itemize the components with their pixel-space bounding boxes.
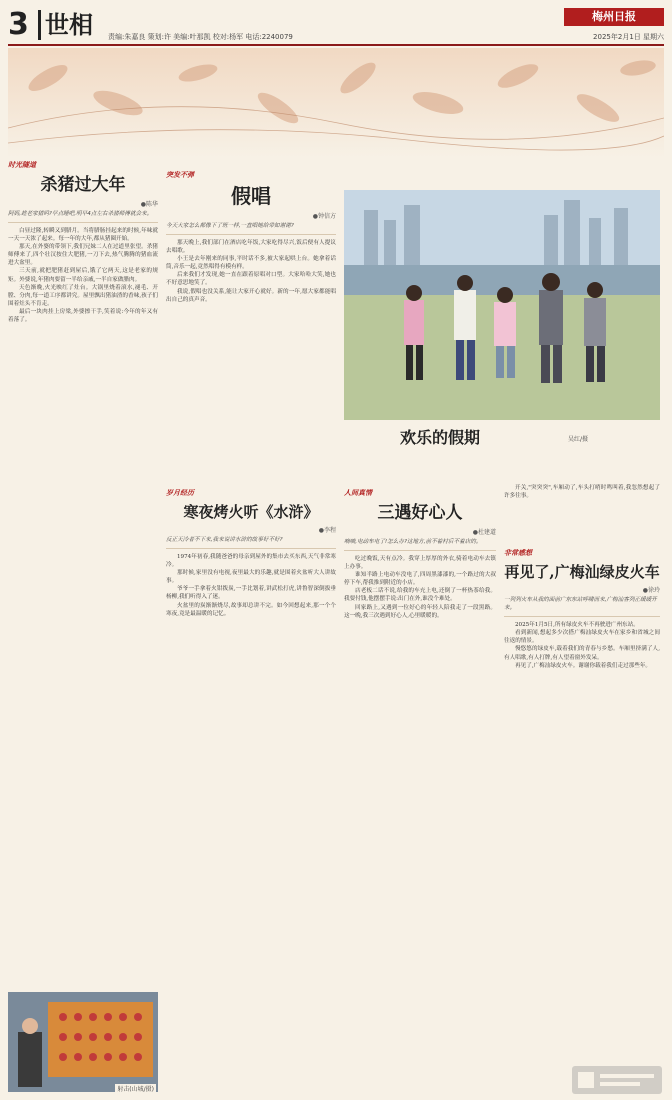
photo-caption: 射击(山城/摄) bbox=[117, 1086, 154, 1092]
article-author: ●杜建道 bbox=[472, 529, 496, 536]
article-train bbox=[504, 480, 660, 1060]
article-author: ●陈华 bbox=[140, 201, 158, 208]
dateline: 2025年2月1日 星期六 bbox=[593, 33, 664, 41]
article-tag: 非常感想 bbox=[504, 549, 532, 558]
shooting-stall-photo bbox=[8, 992, 158, 1092]
paragraph: 三天前,就把肥猪赶到屋后,饿了它两天,这是老家的规矩。外婆说,年猪肉要留一半给亲戚,一半自家做腊肉。 bbox=[8, 268, 158, 283]
paragraph: 1974年初春,我随爸爸的母亲到屋外的集市去买东西,天气非常寒冷。 bbox=[166, 554, 336, 569]
divider bbox=[504, 616, 660, 617]
paragraph: 我说,假唱也没关系,能让大家开心就好。新的一年,愿大家都能唱出自己的真声音。 bbox=[166, 288, 336, 303]
paragraph: 最后一块肉挂上房梁,外婆擦干手,笑着说:今年的年又有着落了。 bbox=[8, 308, 158, 324]
paragraph: 天色渐晚,火光映红了灶台。大锅里烧着滚水,褪毛、开膛、分肉,每一道工序都讲究。屋里飘出猪油渣的香味,孩子们围着灶头不肯走。 bbox=[8, 284, 158, 307]
newspaper-logo: 梅州日报 bbox=[564, 8, 664, 26]
article-author: ●钟信方 bbox=[312, 213, 336, 220]
leaf-pattern-icon bbox=[8, 48, 664, 158]
paragraph: 开关,"突突突",车厢动了,车头打哨时鸣叫着,我忽然想起了许多往事。 bbox=[504, 485, 660, 500]
paragraph: 小王是去年刚来的同事,平时话不多,被大家起哄上台。她拿着话筒,音乐一起,竟然唱得有模有样。 bbox=[166, 256, 336, 271]
photographer-credit: 吴红/摄 bbox=[568, 436, 589, 443]
photo-balloons-icon bbox=[8, 992, 158, 1092]
paragraph: 吃过晚饭,天有点冷。我穿上厚厚的外衣,骑着电动车去镇上办事。 bbox=[344, 556, 496, 571]
paragraph: 爷爷一手拿着火钳拨炭,一手比划着,讲武松打虎,讲鲁智深倒拔垂杨柳,我们听得入了迷。 bbox=[166, 586, 336, 601]
article-title: 再见了,广梅汕绿皮火车 bbox=[504, 563, 660, 582]
paragraph: 回家路上,又遇到一位好心的年轻人陪我走了一段黑路。这一晚,我三次遇到好心人,心里暖暖的。 bbox=[344, 604, 496, 619]
divider bbox=[8, 222, 158, 223]
article-author: ●徐玲 bbox=[642, 587, 660, 595]
article-good bbox=[344, 480, 496, 1090]
page-header bbox=[8, 6, 664, 46]
paragraph: 那天,在外婆的带领下,我们兄妹二人在过道里张望。杀猪师傅来了,四个壮汉按住大肥猪,一刀下去,热气腾腾的猪血流进大盆里。 bbox=[8, 244, 158, 267]
divider bbox=[166, 548, 336, 549]
article-lead: 今天大家怎么都像下了班一样,一直唱她给带如谢谢? bbox=[166, 223, 294, 229]
paragraph: 再见了,广梅汕绿皮火车。谢谢你载着我们走过那些年。 bbox=[515, 662, 652, 669]
photo-caption-title: 欢乐的假期 bbox=[400, 428, 481, 447]
article-tag: 岁月经历 bbox=[166, 489, 194, 497]
divider bbox=[344, 550, 496, 551]
photo-children-icon bbox=[344, 190, 660, 420]
article-pig bbox=[8, 152, 158, 1092]
article-tag: 人间真情 bbox=[344, 489, 372, 497]
article-lead: 阿妈,趁老家猪吗?早点睡吧,明早4点左右杀猪师傅就会来。 bbox=[8, 211, 153, 217]
paragraph: 2025年1月5日,所有绿皮火车不再驶进广州东站。 bbox=[515, 622, 639, 629]
paragraph: 谁知半路上电动车没电了,四周黑漆漆的,一个路过的大叔停下车,帮我推到附近的小店。 bbox=[344, 572, 496, 587]
article-fake bbox=[166, 162, 336, 462]
article-title: 假唱 bbox=[231, 184, 271, 208]
article-title: 三遇好心人 bbox=[377, 503, 463, 523]
paragraph: 店老板二话不说,给我的车充上电,还倒了一杯热茶给我。我要付钱,他摆摆手说:出门在外,谁没个难处。 bbox=[344, 588, 496, 603]
article-lead: 反正天冷者不下来,我来说讲水浒的故事好不好? bbox=[166, 537, 283, 543]
paragraph: 后来我们才发现,她一直在跟着原唱对口型。大家哈哈大笑,她也不好意思地笑了。 bbox=[166, 272, 336, 287]
paragraph: 白昼过隆,转瞬又到腊月。当将腊肠挂起来的时候,年味就一天一天浓了起来。每一年的大年,都从猪圈开始。 bbox=[8, 228, 158, 243]
article-lead: 一列列火车从我的面前广东东站呼啸而来,广梅汕客列正缓缓开来。 bbox=[504, 597, 657, 612]
page-number: 3 bbox=[8, 7, 29, 42]
editor-credits: 责编:朱嘉良 策划:许 美编:叶那凯 校对:杨军 电话:2240079 bbox=[108, 33, 293, 41]
paragraph: 那天晚上,我们部门在酒店吃年饭,大家吃得尽兴,饭后便有人提议去唱歌。 bbox=[166, 240, 336, 255]
section-title: 世相 bbox=[38, 10, 93, 40]
paragraph: 慢悠悠的绿皮车,载着我们的青春与乡愁。车厢里挤满了人,有人唱歌,有人打牌,有人望着窗外发呆。 bbox=[504, 646, 660, 661]
article-author: ●李程 bbox=[318, 527, 336, 534]
paragraph: 看到新闻,想起多少次搭广梅汕绿皮火车在家乡和省城之间往返的情景。 bbox=[504, 630, 660, 645]
article-tag: 突发不弹 bbox=[166, 171, 194, 179]
article-tag: 时光隧道 bbox=[8, 161, 36, 169]
article-title: 杀猪过大年 bbox=[40, 175, 126, 195]
holiday-photo bbox=[344, 190, 660, 420]
article-title: 寒夜烤火听《水浒》 bbox=[183, 503, 319, 521]
divider bbox=[166, 234, 336, 235]
article-ice bbox=[166, 480, 336, 1090]
article-lead: 嘀嘀,电动车电了!怎么办?这地方,前不着村后不着店的。 bbox=[344, 539, 482, 545]
paragraph: 火盆里的炭渐渐烧尽,故事却总讲不完。如今回想起来,那一个个寒夜,竟是最温暖的记忆。 bbox=[166, 602, 336, 617]
watermark-logo bbox=[572, 1066, 662, 1094]
paragraph: 那时候,家里没有电视,夜里最大的乐趣,就是围着火盆听大人讲故事。 bbox=[166, 570, 336, 585]
decorative-banner bbox=[8, 48, 664, 158]
newspaper-watermark-icon bbox=[572, 1066, 662, 1094]
